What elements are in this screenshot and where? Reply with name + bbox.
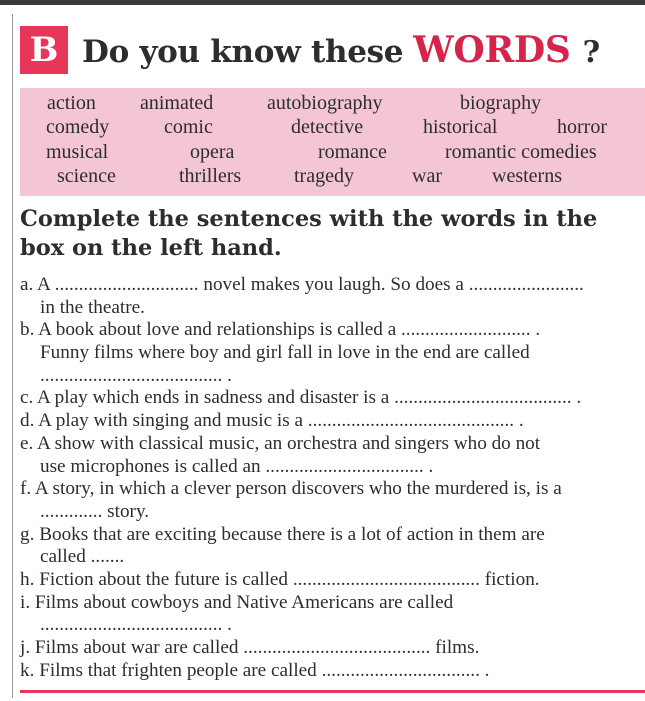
word-box bbox=[20, 88, 645, 196]
word-item: musical bbox=[46, 141, 109, 163]
sentence-e-continued: use microphones is called an ................................. . bbox=[40, 455, 434, 477]
sentence-b-continued: Funny films where boy and girl fall in love in the end are called bbox=[40, 342, 530, 364]
section-badge: B bbox=[20, 26, 68, 74]
sentence-h: h. Fiction about the future is called ....................................... fiction. bbox=[20, 568, 540, 590]
word-item: romance bbox=[318, 141, 387, 163]
sentence-i-blank: ...................................... . bbox=[40, 614, 232, 636]
word-item: tragedy bbox=[294, 165, 354, 187]
word-item: animated bbox=[140, 92, 214, 114]
title-question-mark: ? bbox=[582, 35, 600, 70]
section-header bbox=[20, 24, 600, 76]
word-row-2 bbox=[20, 116, 645, 140]
word-item: historical bbox=[423, 116, 498, 138]
exercise-instructions: Complete the sentences with the words in the box on the left hand. bbox=[20, 206, 598, 261]
sentence-c: c. A play which ends in sadness and disaster is a ..................................... . bbox=[20, 387, 582, 409]
word-item: science bbox=[57, 165, 116, 187]
word-item: action bbox=[47, 92, 96, 114]
bottom-accent-rule bbox=[20, 690, 645, 693]
word-item: westerns bbox=[492, 165, 562, 187]
sentence-list bbox=[20, 274, 645, 682]
word-item: war bbox=[412, 165, 442, 187]
sentence-g-continued: called ....... bbox=[40, 546, 125, 568]
top-border-bar bbox=[0, 0, 645, 5]
word-item: comic bbox=[164, 116, 213, 138]
sentence-d: d. A play with singing and music is a ........................................... . bbox=[20, 410, 524, 432]
sentence-g: g. Books that are exciting because there is a lot of action in them are bbox=[20, 523, 545, 545]
word-item: comedy bbox=[46, 116, 110, 138]
word-item: horror bbox=[557, 116, 607, 138]
sentence-a: a. A .............................. novel makes you laugh. So does a ........................ bbox=[20, 274, 584, 295]
sentence-i: i. Films about cowboys and Native Americans are called bbox=[20, 591, 454, 613]
word-row-1 bbox=[20, 92, 645, 116]
word-item: thrillers bbox=[179, 165, 242, 187]
word-row-4 bbox=[20, 165, 645, 189]
sentence-b-blank: ...................................... . bbox=[40, 364, 232, 386]
title-accent: WORDS bbox=[413, 29, 571, 71]
word-item: romantic comedies bbox=[445, 141, 597, 163]
word-item: biography bbox=[460, 92, 542, 114]
word-item: autobiography bbox=[267, 92, 383, 114]
sentence-f-continued: ............. story. bbox=[40, 500, 150, 522]
left-margin-rule bbox=[12, 14, 13, 698]
sentence-e: e. A show with classical music, an orchestra and singers who do not bbox=[20, 432, 541, 454]
sentence-a-continued: in the theatre. bbox=[40, 296, 145, 318]
sentence-f: f. A story, in which a clever person discovers who the murdered is, is a bbox=[20, 478, 562, 500]
word-item: detective bbox=[291, 116, 364, 138]
sentence-j: j. Films about war are called ....................................... films. bbox=[20, 637, 480, 658]
sentence-b: b. A book about love and relationships is called a ........................... . bbox=[20, 319, 541, 341]
title-text: Do you know these bbox=[82, 34, 404, 70]
section-title bbox=[82, 29, 600, 71]
word-row-3 bbox=[20, 141, 645, 165]
word-item: opera bbox=[190, 141, 235, 163]
sentence-k: k. Films that frighten people are called ................................. . bbox=[20, 659, 490, 681]
